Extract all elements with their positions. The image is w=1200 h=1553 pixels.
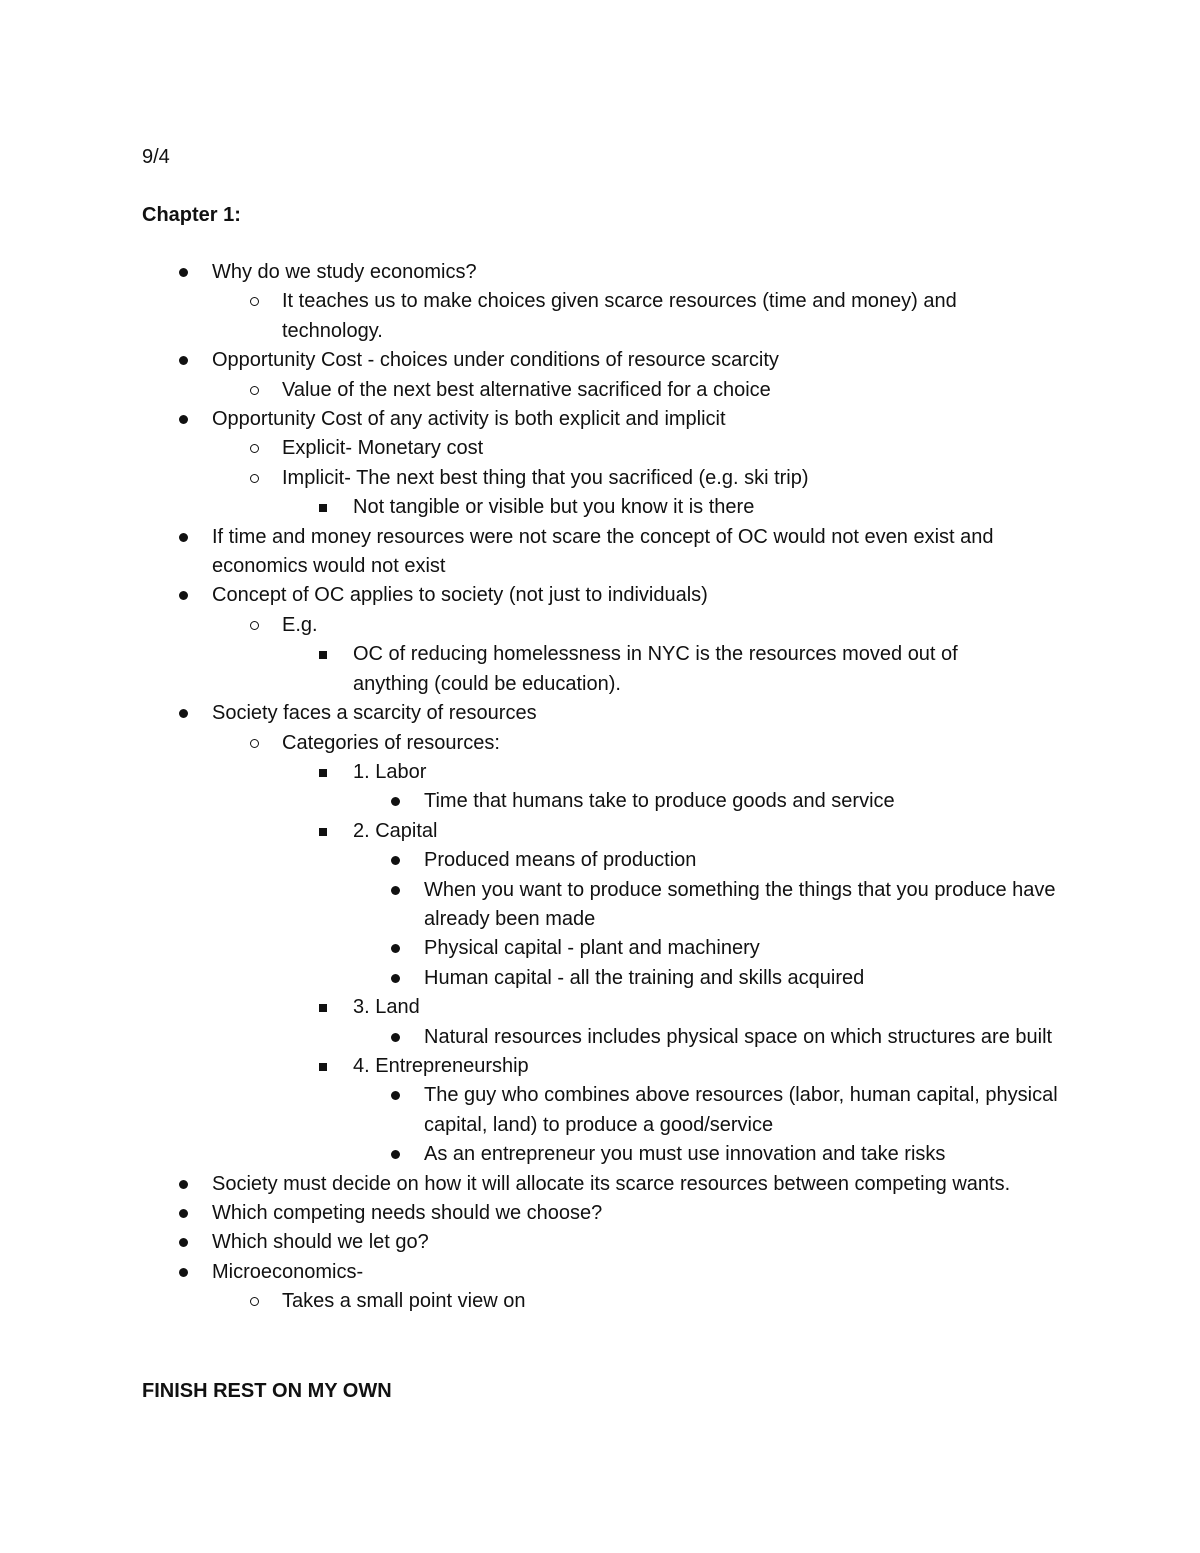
bullet-dot-icon (391, 856, 400, 865)
bullet-circle-icon (250, 621, 259, 630)
bullet-dot-icon (179, 533, 188, 542)
outline-item-text: Produced means of production (424, 849, 697, 872)
outline-item (0, 1081, 1200, 1140)
outline-item (0, 1228, 1200, 1257)
outline-item (0, 876, 1200, 935)
outline-item (0, 964, 1200, 993)
outline-item (0, 699, 1200, 728)
outline-item-text: Opportunity Cost - choices under conditions of resource scarcity (212, 349, 779, 372)
outline-item (0, 1170, 1200, 1199)
outline-item-text: Takes a small point view on (282, 1290, 526, 1313)
outline-item-text: Explicit- Monetary cost (282, 437, 484, 460)
outline-item (0, 1287, 1200, 1316)
outline-item-text: Physical capital - plant and machinery (424, 937, 760, 960)
outline-item-text: Which should we let go? (212, 1231, 429, 1254)
outline-item-text: Natural resources includes physical space on which structures are built (424, 1025, 1053, 1048)
outline-item-text: 2. Capital (353, 819, 438, 842)
bullet-square-icon (319, 769, 327, 777)
outline-item-text: Society must decide on how it will allocate its scarce resources between competing wants. (212, 1172, 1011, 1195)
bullet-square-icon (319, 651, 327, 659)
outline-item (0, 758, 1200, 787)
outline-item (0, 258, 1200, 287)
outline-item-text: OC of reducing homelessness in NYC is the resources moved out of anything (could be education). (353, 643, 958, 695)
bullet-dot-icon (179, 1238, 188, 1247)
outline-item-text: Implicit- The next best thing that you sacrificed (e.g. ski trip) (282, 466, 809, 489)
outline-item-text: Opportunity Cost of any activity is both explicit and implicit (212, 408, 726, 431)
outline-item (0, 787, 1200, 816)
outline-item-text: Time that humans take to produce goods and service (424, 790, 895, 813)
outline-item (0, 993, 1200, 1022)
bullet-dot-icon (179, 1180, 188, 1189)
outline-item-text: If time and money resources were not scare the concept of OC would not even exist and economics would not exist (212, 525, 994, 578)
bullet-circle-icon (250, 474, 259, 483)
bullet-dot-icon (391, 797, 400, 806)
outline-item-text: When you want to produce something the things that you produce have already been made (424, 878, 1056, 930)
chapter-heading: Chapter 1: (142, 204, 241, 226)
outline-item-text: As an entrepreneur you must use innovation and take risks (424, 1143, 946, 1166)
bullet-circle-icon (250, 297, 259, 306)
outline-item-text: Value of the next best alternative sacrificed for a choice (282, 378, 771, 401)
bullet-dot-icon (391, 944, 400, 953)
outline-item-text: Not tangible or visible but you know it is there (353, 496, 755, 519)
bullet-dot-icon (391, 1091, 400, 1100)
note-date: 9/4 (142, 146, 170, 168)
bullet-circle-icon (250, 444, 259, 453)
outline-item (0, 934, 1200, 963)
bullet-outline (0, 258, 1200, 1317)
outline-item (0, 464, 1200, 493)
outline-item-text: Concept of OC applies to society (not just to individuals) (212, 584, 708, 607)
outline-item-text: 3. Land (353, 996, 420, 1019)
outline-item (0, 376, 1200, 405)
outline-item-text: Categories of resources: (282, 731, 500, 754)
outline-item-text: 1. Labor (353, 760, 427, 783)
outline-item (0, 846, 1200, 875)
outline-item (0, 434, 1200, 463)
outline-item-text: It teaches us to make choices given scarce resources (time and money) and technology. (282, 290, 957, 342)
bullet-dot-icon (179, 268, 188, 277)
outline-item-text: E.g. (282, 613, 318, 636)
outline-item (0, 287, 1200, 346)
bullet-square-icon (319, 1063, 327, 1071)
bullet-circle-icon (250, 1297, 259, 1306)
outline-item (0, 523, 1200, 582)
outline-item (0, 640, 1200, 699)
outline-item (0, 611, 1200, 640)
outline-item (0, 493, 1200, 522)
bullet-dot-icon (391, 1150, 400, 1159)
outline-item-text: 4. Entrepreneurship (353, 1054, 529, 1077)
bullet-dot-icon (179, 356, 188, 365)
bullet-circle-icon (250, 739, 259, 748)
bullet-dot-icon (179, 709, 188, 718)
outline-item (0, 405, 1200, 434)
outline-item (0, 1052, 1200, 1081)
bullet-dot-icon (391, 886, 400, 895)
outline-item (0, 1199, 1200, 1228)
outline-item-text: Microeconomics- (212, 1260, 364, 1283)
bullet-square-icon (319, 504, 327, 512)
bullet-dot-icon (179, 1209, 188, 1218)
outline-item-text: Human capital - all the training and skills acquired (424, 966, 865, 989)
closing-note: FINISH REST ON MY OWN (142, 1380, 392, 1402)
bullet-dot-icon (391, 974, 400, 983)
outline-item (0, 1023, 1200, 1052)
outline-item (0, 1140, 1200, 1169)
bullet-dot-icon (179, 415, 188, 424)
outline-item-text: Why do we study economics? (212, 261, 477, 283)
outline-item (0, 581, 1200, 610)
bullet-dot-icon (179, 591, 188, 600)
outline-item (0, 346, 1200, 375)
bullet-dot-icon (179, 1268, 188, 1277)
bullet-square-icon (319, 828, 327, 836)
bullet-square-icon (319, 1004, 327, 1012)
outline-item (0, 729, 1200, 758)
outline-item-text: Which competing needs should we choose? (212, 1202, 603, 1224)
outline-item (0, 817, 1200, 846)
outline-item-text: Society faces a scarcity of resources (212, 702, 537, 725)
bullet-dot-icon (391, 1033, 400, 1042)
outline-item (0, 1258, 1200, 1287)
outline-item-text: The guy who combines above resources (labor, human capital, physical capital, land) to produce a good/service (424, 1084, 1058, 1136)
bullet-circle-icon (250, 386, 259, 395)
